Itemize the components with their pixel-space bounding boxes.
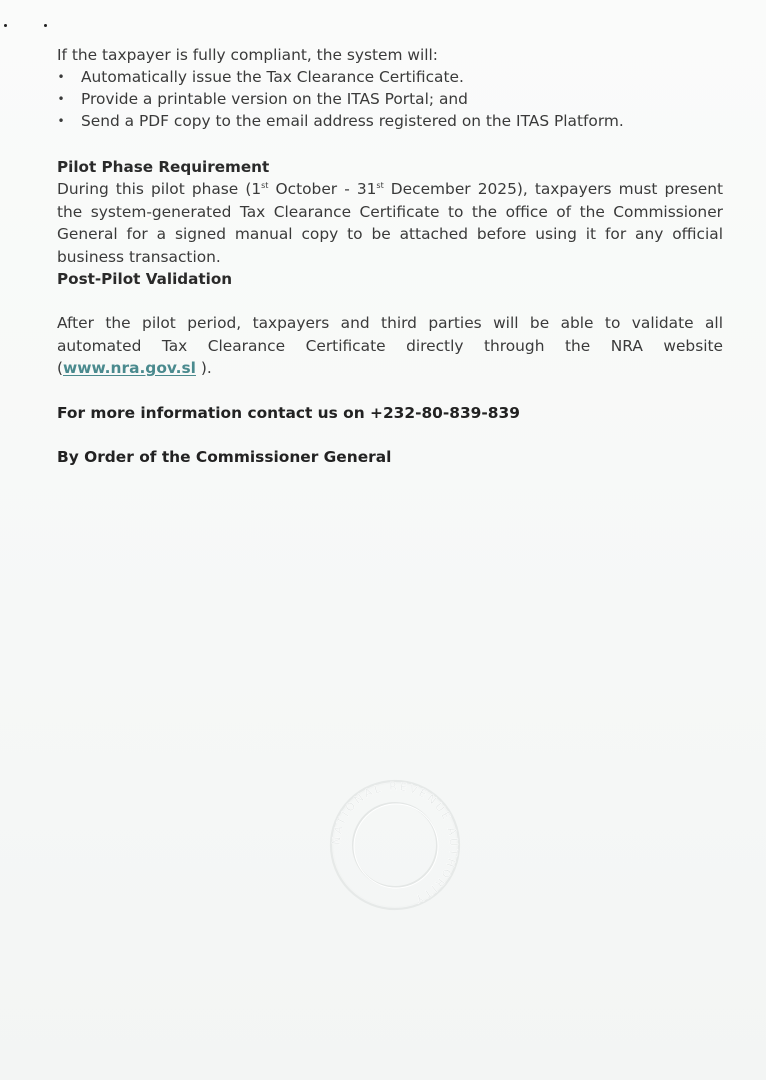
embossed-seal xyxy=(325,778,465,913)
list-item-text: Provide a printable version on the ITAS Portal; and xyxy=(81,90,468,108)
pilot-phase-paragraph: During this pilot phase (1st October - 31st December 2025), taxpayers must present the system-generated Tax Clearance Certificate to the office of the Commissioner General for a signed manual copy to be attached before using it for any official business transaction. xyxy=(57,180,723,266)
bullet-icon: • xyxy=(57,70,65,84)
document-body xyxy=(57,44,723,468)
pilot-phase-heading: Pilot Phase Requirement xyxy=(57,158,270,176)
scan-speck xyxy=(44,24,47,27)
list-item-text: Send a PDF copy to the email address registered on the ITAS Platform. xyxy=(81,112,624,130)
post-pilot-paragraph: After the pilot period, taxpayers and third parties will be able to validate all automated Tax Clearance Certificate directly through the NRA website (www.nra.gov.sl ). xyxy=(57,314,723,377)
contact-line: For more information contact us on +232-80-839-839 xyxy=(57,403,520,422)
bullet-icon: • xyxy=(57,92,65,106)
seal-lettering: NATIONAL REVENUE AUTHORITY xyxy=(329,779,461,907)
list-item xyxy=(57,66,723,88)
list-item-text: Automatically issue the Tax Clearance Certificate. xyxy=(81,68,464,86)
list-item xyxy=(57,110,723,132)
compliance-intro: If the taxpayer is fully compliant, the system will: xyxy=(57,46,438,64)
list-item xyxy=(57,88,723,110)
signoff-line: By Order of the Commissioner General xyxy=(57,447,392,466)
compliance-list xyxy=(57,66,723,132)
scan-speck xyxy=(4,24,7,27)
post-pilot-heading: Post-Pilot Validation xyxy=(57,270,233,288)
nra-website-link[interactable]: www.nra.gov.sl xyxy=(63,359,196,377)
bullet-icon: • xyxy=(57,114,65,128)
